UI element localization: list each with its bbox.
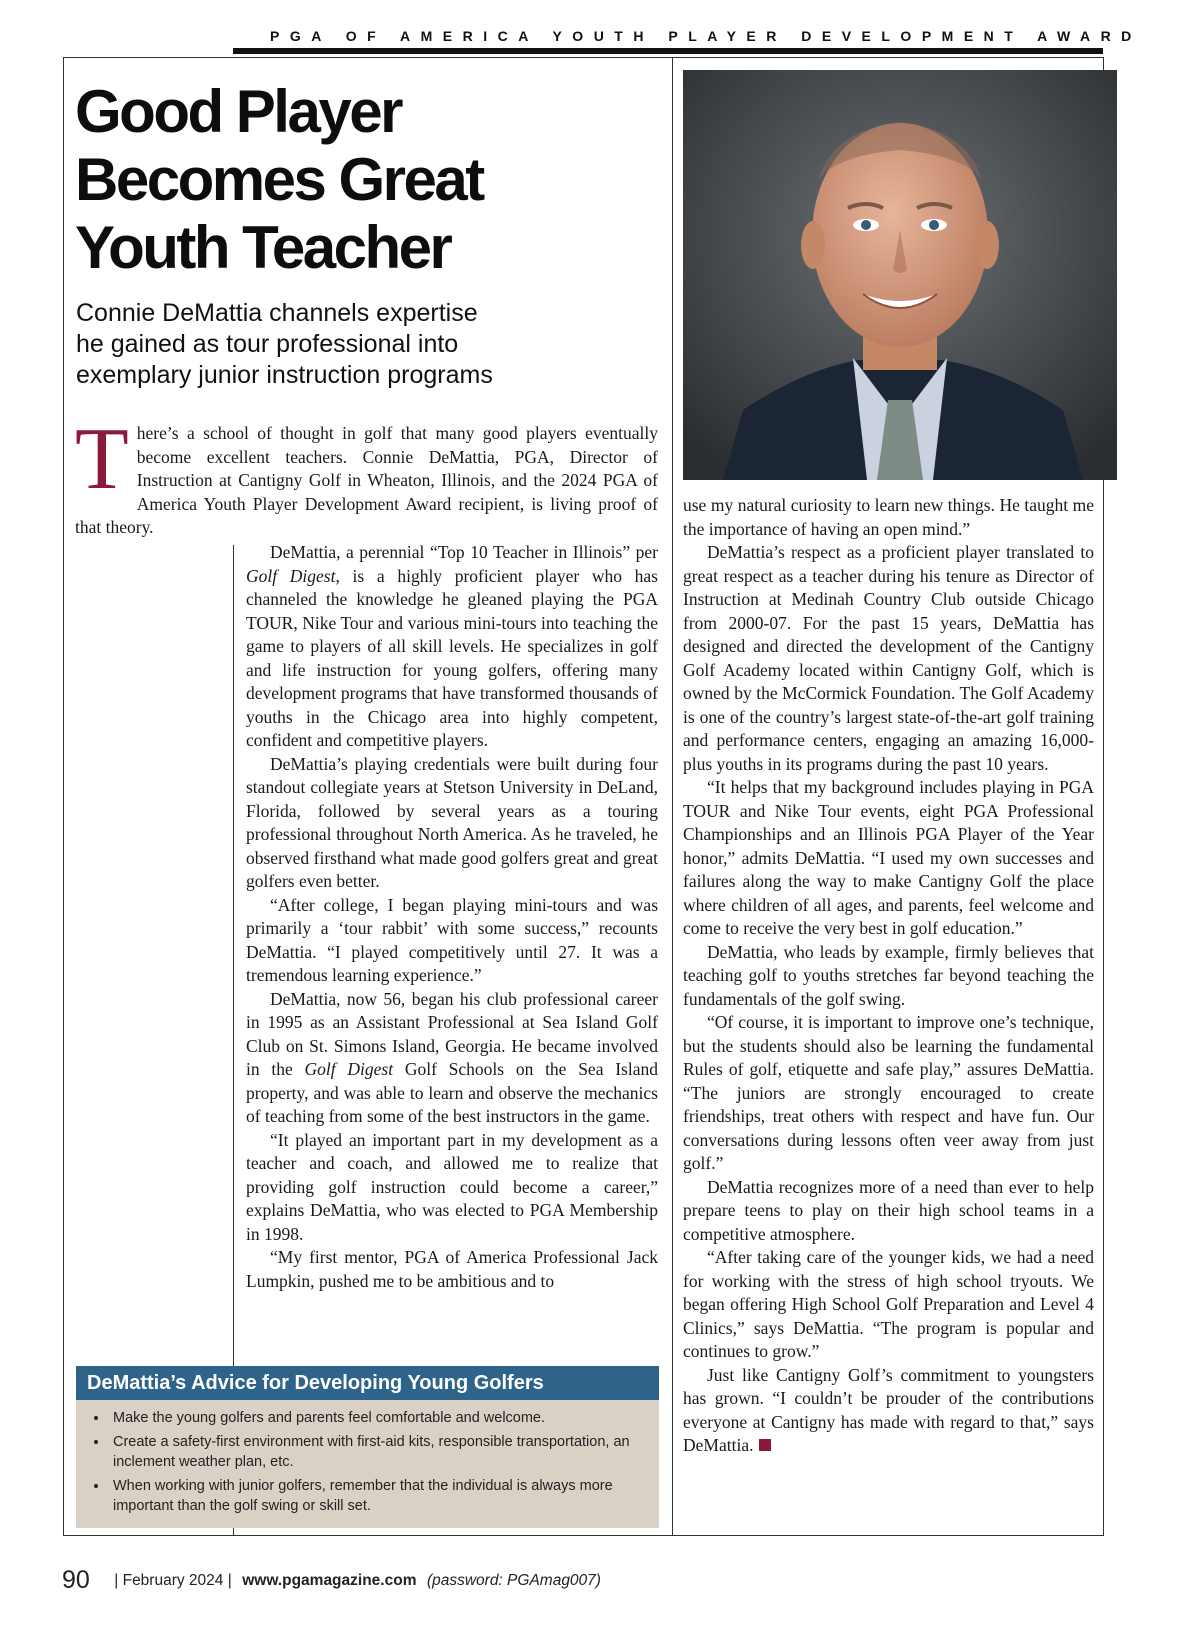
frame-left-rule <box>63 57 64 1535</box>
paragraph: DeMattia’s playing credentials were built during four standout collegiate years at Stetson University in DeLand, Florida, followed by several years as a touring professional throughout North America. As he traveled, he observed firsthand what made good golfers great and great golfers even better. <box>246 753 658 891</box>
page-number: 90 <box>62 1566 90 1594</box>
paragraph: DeMattia’s respect as a proficient player translated to great respect as a teacher during his tenure as Director of Instruction at Medinah Country Club outside Chicago from 2000-07. For the past 15 years, DeMattia has designed and directed the development of the Cantigny Golf Academy located within Cantigny Golf, which is owned by the McCormick Foundation. The Golf Academy is one of the country’s largest state-of-the-art golf training and performance centers, engaging an amazing 16,000-plus youths in its programs during the past 10 years. <box>683 542 1094 774</box>
list-item: • Make the young golfers and parents feel comfortable and welcome. <box>109 1408 659 1429</box>
end-mark-icon <box>759 1439 771 1451</box>
intro-text: here’s a school of thought in golf that many good players eventually become excellent teachers. Connie DeMattia, PGA, Director of Instruction at Cantigny Golf in Wheaton, Illinois, and the 2024 PGA of America Youth Player Development Award recipient, is living proof of that theory. <box>75 423 658 537</box>
frame-bottom-rule <box>63 1535 1104 1536</box>
text-run: DeMattia, now 56, began his club professional career in 1995 as an Assistant Professional at Sea Island Golf Club on St. Simons Island, Georgia. He became involved in the <box>246 988 658 1079</box>
list-item: • Create a safety-first environment with first-aid kits, responsible transportation, an inclement weather plan, etc. <box>109 1432 659 1473</box>
deck-line-2: he gained as tour professional into <box>76 330 459 358</box>
page-footer <box>62 1566 601 1595</box>
text-run: Just like Cantigny Golf’s commitment to youngsters has grown. “I couldn’t be prouder of the contributions everyone at Cantigny has made with regard to that,” says DeMattia. <box>683 1364 1094 1455</box>
paragraph <box>246 988 658 1129</box>
advice-sidebar <box>76 1366 659 1528</box>
paragraph <box>246 541 658 753</box>
list-item: • When working with junior golfers, remember that the individual is always more important than the golf swing or skill set. <box>109 1476 659 1517</box>
paragraph <box>683 1364 1094 1458</box>
paragraph: “It played an important part in my development as a teacher and coach, and allowed me to realize that providing golf instruction could become a career,” explains DeMattia, who was elected to PGA Membership in 1998. <box>246 1129 658 1244</box>
text-run: Golf Schools on the Sea Island property, and was able to learn and observe the mechanics of teaching from some of the best instructors in the game. <box>246 1059 658 1126</box>
publication-name: Golf Digest <box>304 1059 394 1079</box>
paragraph: “Of course, it is important to improve one’s technique, but the students should also be learning the fundamental Rules of golf, etiquette and safe play,” assures DeMattia. “The juniors are strongly encouraged to create friendships, treat others with respect and have fun. Our conversations during lessons often veer away from just golf.” <box>683 1012 1094 1173</box>
paragraph: use my natural curiosity to learn new things. He taught me the importance of having an open mind.” <box>683 495 1094 539</box>
portrait-illustration <box>683 70 1117 480</box>
kicker-rule <box>233 48 1103 54</box>
paragraph: DeMattia, who leads by example, firmly believes that teaching golf to youths stretches far beyond teaching the fundamentals of the golf swing. <box>683 941 1094 1009</box>
paragraph: “My first mentor, PGA of America Professional Jack Lumpkin, pushed me to be ambitious and to <box>246 1247 658 1291</box>
text-run: DeMattia, a perennial “Top 10 Teacher in Illinois” per <box>270 542 658 562</box>
paragraph: DeMattia recognizes more of a need than ever to help prepare teens to play on their high school teams in a competitive atmosphere. <box>683 1176 1094 1244</box>
paragraph: “After taking care of the younger kids, we had a need for working with the stress of high school tryouts. We began offering High School Golf Preparation and Level 4 Clinics,” says DeMattia. “The program is popular and continues to grow.” <box>683 1247 1094 1361</box>
footer-url-link[interactable]: www.pgamagazine.com <box>242 1571 417 1589</box>
frame-top-rule <box>63 57 1103 58</box>
deck-line-1: Connie DeMattia channels expertise <box>76 299 478 327</box>
headline-line-1: Good Player <box>75 78 401 145</box>
deck <box>76 298 656 391</box>
text-run: , is a highly proficient player who has channeled the knowledge he gleaned playing the PGA TOUR, Nike Tour and various mini-tours into teaching the game to players of all skill levels. He specializes in golf and life instruction for young golfers, offering many development programs that have transformed thousands of youths in the Chicago area into highly competent, confident and competitive players. <box>246 565 658 750</box>
paragraph: “After college, I began playing mini-tours and was primarily a ‘tour rabbit’ with some success,” recounts DeMattia. “I played competitively until 27. It was a tremendous learning experience.” <box>246 894 658 985</box>
footer-date: | February 2024 | <box>114 1571 232 1589</box>
article-column-right <box>683 494 1094 1458</box>
sidebar-title: DeMattia’s Advice for Developing Young Golfers <box>76 1366 659 1400</box>
intro-paragraph <box>75 411 658 540</box>
paragraph: “It helps that my background includes playing in PGA TOUR and Nike Tour events, eight PGA Professional Championships and an Illinois PGA Player of the Year honor,” admits DeMattia. “I used my own successes and failures along the way to make Cantigny Golf the place where children of all ages, and parents, feel welcome and come to receive the very best in golf education.” <box>683 777 1094 938</box>
portrait-photo <box>683 70 1117 480</box>
drop-cap: T <box>75 411 129 508</box>
publication-name: Golf Digest <box>246 565 336 586</box>
advice-list <box>76 1408 659 1517</box>
headline-line-2: Becomes Great <box>75 146 483 213</box>
headline <box>75 78 655 282</box>
section-kicker: PGA OF AMERICA YOUTH PLAYER DEVELOPMENT AWARD <box>270 28 1142 44</box>
footer-password: (password: PGAmag007) <box>426 1571 601 1589</box>
article-column-left <box>246 541 658 1293</box>
headline-line-3: Youth Teacher <box>75 214 451 281</box>
deck-line-3: exemplary junior instruction programs <box>76 361 493 389</box>
column-divider <box>672 57 673 1535</box>
